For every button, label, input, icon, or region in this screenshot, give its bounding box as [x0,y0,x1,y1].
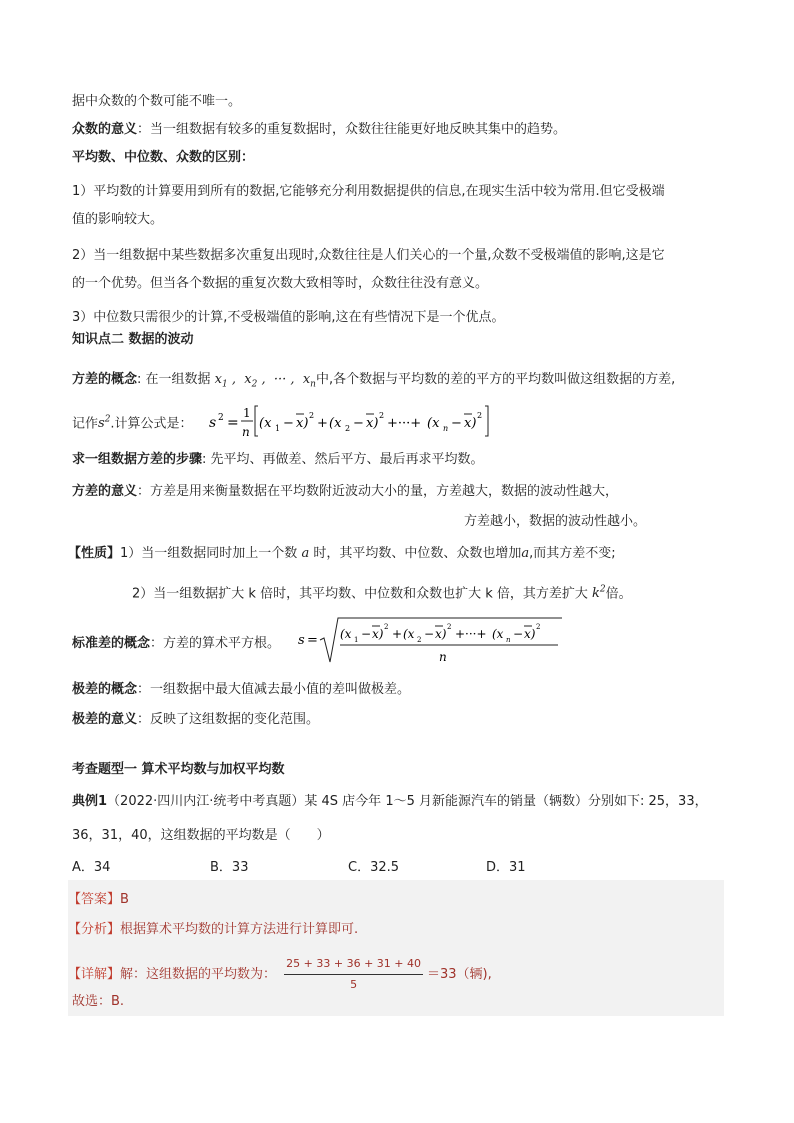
mean-fraction [284,954,423,995]
term-text: .计算公式是： [110,416,193,432]
example-label: 典例1 [72,794,108,809]
text-line [72,634,280,654]
text-line [72,370,675,395]
text-line [72,450,484,470]
term-label: 方差的意义 [72,484,138,499]
svg-text:n: n [506,636,511,644]
svg-text:(x: (x [329,416,342,431]
math-s2: $s^2$ [98,415,111,432]
svg-text:n: n [443,424,449,433]
svg-text:(x: (x [340,627,352,641]
math-a: a [301,546,310,561]
term-text: ：反映了这组数据的变化范围。 [137,712,320,727]
text-line: 值的影响较大。 [72,212,164,227]
svg-text:x): x) [435,627,447,641]
term-text: : 在一组数据 [137,372,211,387]
svg-text:2: 2 [417,636,422,644]
svg-text:=: = [307,633,318,648]
text-line: 据中众数的个数可能不唯一。 [72,94,242,109]
option-d: D．31 [486,860,526,875]
term-text: 记作 [72,416,99,432]
text-line [72,680,410,700]
term-label: 方差的概念 [72,372,138,387]
math-k2: $k^2$ [592,585,606,602]
svg-text:s: s [209,415,217,431]
term-text: ：一组数据中最大值减去最小值的差叫做极差。 [137,682,411,697]
text-line: 36，31，40，这组数据的平均数是（ ） [72,828,330,843]
svg-text:(x: (x [492,627,504,641]
option-a: A．34 [72,860,111,875]
svg-text:2: 2 [536,623,541,631]
text-line [72,410,193,434]
svg-text:1: 1 [354,636,359,644]
answer-box [68,880,724,1016]
svg-text:2: 2 [345,424,351,433]
text-line [68,544,616,564]
property-label: 【性质】 [68,546,121,561]
example-text: （2022·四川内江·统考中考真题）某 4S 店今年 1～5 月新能源汽车的销量（辆数）分别如下: 25，33， [107,794,708,809]
text-line [72,710,319,730]
answer-line [68,890,129,910]
svg-text:2: 2 [379,411,385,420]
term-label: 标准差的概念 [72,636,151,651]
math-seq: $x_1$ , $x_2$ , ··· , $x_n$ [214,372,316,390]
option-b: B．33 [210,860,249,875]
term-text: 中,各个数据与平均数的差的平方的平均数叫做这组数据的方差, [315,372,676,387]
svg-text:(x: (x [259,416,272,431]
term-label: 极差的概念 [72,682,138,697]
fraction-denominator: 5 [350,978,358,991]
text-line [132,580,632,604]
detail-result: ＝33（辆), [427,967,492,982]
svg-text:(x: (x [427,416,440,431]
svg-text:2: 2 [477,411,483,420]
svg-text:n: n [439,650,447,664]
svg-text:+: + [317,416,328,431]
svg-text:=: = [227,415,239,431]
svg-text:1: 1 [275,424,281,433]
detail-line [68,954,492,995]
analysis-text: 根据算术平均数的计算方法进行计算即可. [120,922,359,937]
svg-text:2: 2 [309,411,315,420]
term-label: 极差的意义 [72,712,138,727]
text-line: 的一个优势。但当各个数据的重复次数大致相等时，众数往往没有意义。 [72,276,489,291]
answer-value: B [120,892,129,907]
svg-text:s: s [298,633,305,648]
svg-text:−: − [283,416,294,431]
section-heading: 考查题型一 算术平均数与加权平均数 [72,762,285,777]
svg-text:x): x) [296,416,309,431]
term-text: : 先平均、再做差、然后平方、最后再求平均数。 [202,452,484,467]
svg-text:+: + [392,627,403,641]
text-line [72,792,708,812]
term-text: 时，其平均数、中位数、众数也增加 [313,546,522,561]
term-label: 求一组数据方差的步骤 [72,452,203,467]
std-formula [296,614,566,666]
term-text: ：当一组数据有较多的重复数据时，众数往往能更好地反映其集中的趋势。 [137,122,567,137]
text-line: 3）中位数只需很少的计算,不受极端值的影响,这在有些情况下是一个优点。 [72,310,505,325]
analysis-line [68,920,358,940]
fraction-numerator: 25 + 33 + 36 + 31 + 40 [284,954,423,975]
detail-label: 【详解】 [68,967,121,982]
term-text: ,而其方差不变; [529,546,616,561]
section-heading: 知识点二 数据的波动 [72,332,194,347]
analysis-label: 【分析】 [68,922,121,937]
text-line: 1）平均数的计算要用到所有的数据,它能够充分利用数据提供的信息,在现实生活中较为常用.但它受极端 [72,184,665,199]
option-c: C．32.5 [348,860,400,875]
math-a: a [521,546,530,561]
svg-text:2: 2 [218,413,224,423]
svg-text:−: − [424,627,435,641]
text-line: 2）当一组数据中某些数据多次重复出现时,众数往往是人们关心的一个量,众数不受极端值的影响,这是它 [72,248,665,263]
svg-text:x): x) [366,416,379,431]
text-line [72,482,618,502]
term-text: 2）当一组数据扩大 k 倍时，其平均数、中位数和众数也扩大 k 倍，其方差扩大 [132,586,588,602]
svg-text:−: − [513,627,524,641]
svg-text:2: 2 [384,623,389,631]
svg-text:+···+: +···+ [387,416,422,431]
svg-text:−: − [361,627,372,641]
svg-text:x): x) [524,627,536,641]
svg-text:(x: (x [403,627,415,641]
term-text: ：方差的算术平方根。 [150,636,281,651]
svg-text:n: n [242,425,250,439]
term-label: 众数的意义 [72,122,138,137]
term-text: 倍。 [605,586,632,602]
svg-text:−: − [353,416,364,431]
text-line [72,120,566,140]
svg-text:x): x) [372,627,384,641]
detail-text: 解：这组数据的平均数为： [120,967,277,982]
variance-formula [205,398,495,444]
subheading: 平均数、中位数、众数的区别： [72,150,255,165]
svg-text:−: − [451,416,462,431]
svg-text:2: 2 [447,623,452,631]
text-line: 方差越小，数据的波动性越小。 [464,514,647,529]
detail-final: 故选：B. [72,994,125,1009]
term-text: 1）当一组数据同时加上一个数 [120,546,298,561]
answer-label: 【答案】 [68,892,121,907]
term-text: ：方差是用来衡量数据在平均数附近波动大小的量，方差越大，数据的波动性越大， [137,484,619,499]
svg-text:x): x) [464,416,477,431]
svg-text:+···+: +···+ [455,627,487,641]
svg-text:1: 1 [243,406,251,420]
